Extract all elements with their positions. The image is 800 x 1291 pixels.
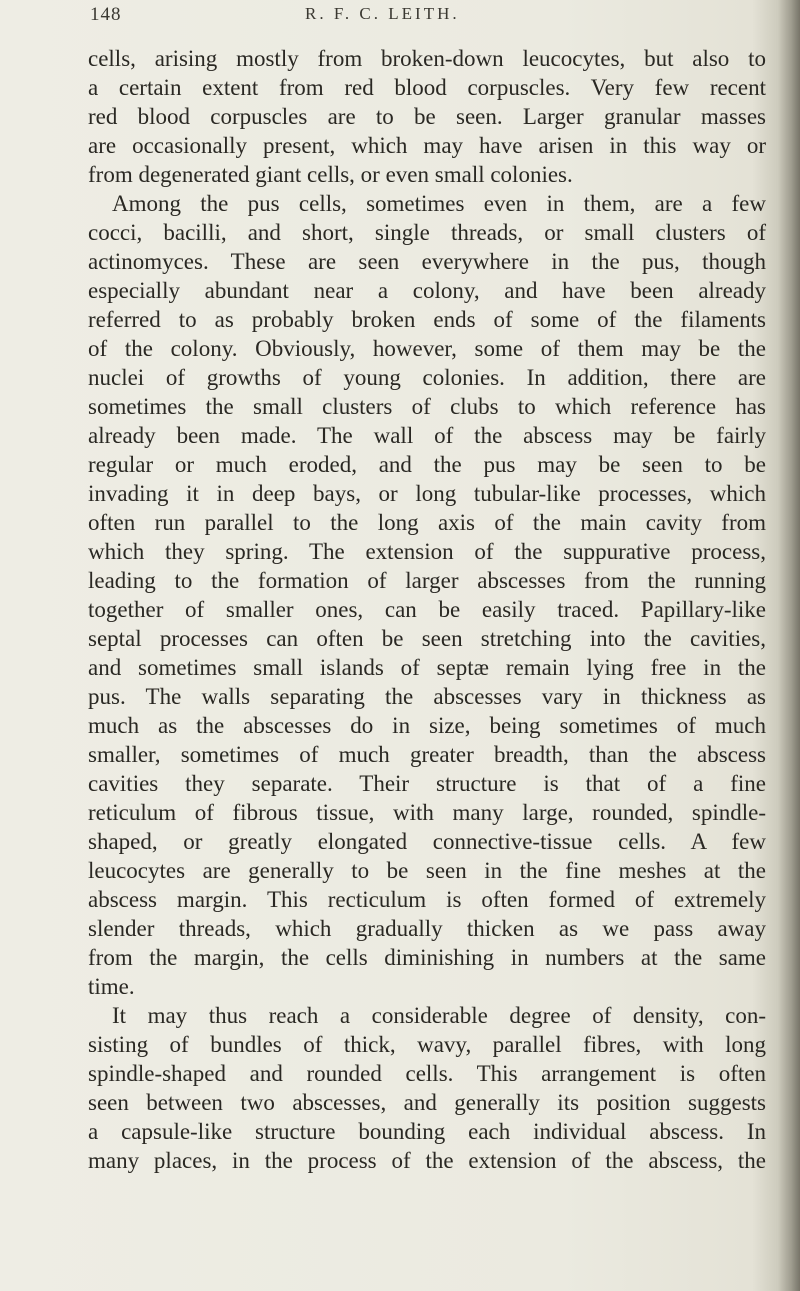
text-line: slender threads, which gradually thicken as we pass away bbox=[88, 916, 766, 941]
text-line: septal processes can often be seen stretching into the cavities, bbox=[88, 626, 766, 651]
text-line: and sometimes small islands of septæ remain lying free in the bbox=[88, 655, 766, 680]
text-line: nuclei of growths of young colonies. In addition, there are bbox=[88, 365, 766, 390]
text-line: smaller, sometimes of much greater breadth, than the abscess bbox=[88, 742, 766, 767]
text-line: It may thus reach a considerable degree of density, con- bbox=[112, 1003, 766, 1028]
text-line: a capsule-like structure bounding each individual abscess. In bbox=[88, 1119, 766, 1144]
text-line: often run parallel to the long axis of the main cavity from bbox=[88, 510, 766, 535]
text-line: especially abundant near a colony, and have been already bbox=[88, 278, 766, 303]
text-line: already been made. The wall of the abscess may be fairly bbox=[88, 423, 766, 448]
text-line: sometimes the small clusters of clubs to which reference has bbox=[88, 394, 766, 419]
text-line: much as the abscesses do in size, being sometimes of much bbox=[88, 713, 766, 738]
text-line: which they spring. The extension of the suppurative process, bbox=[88, 539, 766, 564]
text-line: reticulum of fibrous tissue, with many large, rounded, spindle- bbox=[88, 800, 766, 825]
text-line: of the colony. Obviously, however, some of them may be the bbox=[88, 336, 766, 361]
body-text bbox=[88, 44, 766, 1175]
text-line: referred to as probably broken ends of some of the filaments bbox=[88, 307, 766, 332]
text-line: cocci, bacilli, and short, single threads, or small clusters of bbox=[88, 220, 766, 245]
text-line: seen between two abscesses, and generally its position suggests bbox=[88, 1090, 766, 1115]
text-line: together of smaller ones, can be easily traced. Papillary-like bbox=[88, 597, 766, 622]
text-line: abscess margin. This recticulum is often formed of extremely bbox=[88, 887, 766, 912]
page-number: 148 bbox=[90, 4, 122, 25]
text-line: red blood corpuscles are to be seen. Larger granular masses bbox=[88, 104, 766, 129]
text-line: actinomyces. These are seen everywhere in the pus, though bbox=[88, 249, 766, 274]
text-line: pus. The walls separating the abscesses vary in thickness as bbox=[88, 684, 766, 709]
text-line: invading it in deep bays, or long tubular-like processes, which bbox=[88, 481, 766, 506]
text-line: many places, in the process of the extension of the abscess, the bbox=[88, 1148, 766, 1173]
text-line: are occasionally present, which may have arisen in this way or bbox=[88, 133, 766, 158]
page-edge-shadow bbox=[778, 0, 800, 1291]
text-line: spindle-shaped and rounded cells. This arrangement is often bbox=[88, 1061, 766, 1086]
text-line: from degenerated giant cells, or even small colonies. bbox=[88, 162, 573, 187]
text-line: regular or much eroded, and the pus may be seen to be bbox=[88, 452, 766, 477]
text-line: Among the pus cells, sometimes even in them, are a few bbox=[112, 191, 766, 216]
text-line: time. bbox=[88, 974, 135, 999]
running-head: R. F. C. LEITH. bbox=[305, 4, 460, 23]
text-line: leucocytes are generally to be seen in the fine meshes at the bbox=[88, 858, 766, 883]
text-line: cells, arising mostly from broken-down leucocytes, but also to bbox=[88, 46, 766, 71]
page-header bbox=[90, 4, 730, 34]
text-line: from the margin, the cells diminishing in numbers at the same bbox=[88, 945, 766, 970]
text-line: sisting of bundles of thick, wavy, parallel fibres, with long bbox=[88, 1032, 766, 1057]
text-line: shaped, or greatly elongated connective-tissue cells. A few bbox=[88, 829, 766, 854]
text-line: a certain extent from red blood corpuscles. Very few recent bbox=[88, 75, 766, 100]
text-line: leading to the formation of larger abscesses from the running bbox=[88, 568, 766, 593]
text-line: cavities they separate. Their structure is that of a fine bbox=[88, 771, 766, 796]
